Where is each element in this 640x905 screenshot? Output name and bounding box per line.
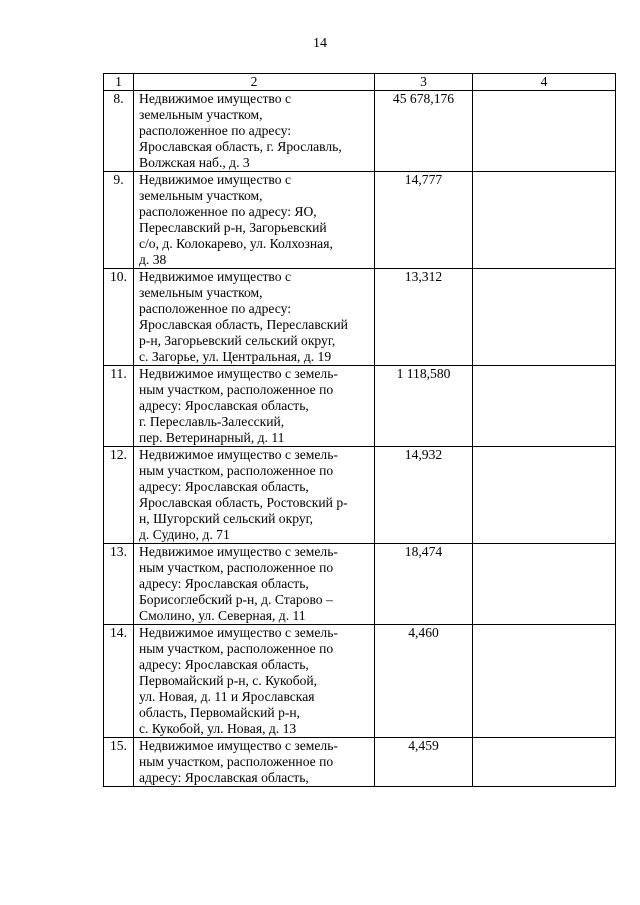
- row-number: 9.: [104, 172, 134, 269]
- row-description: Недвижимое имущество с земельным участком, расположенное по адресу: Ярославская область, Переславский р-н, Загорьевский сельский округ, с. Загорье, ул. Центральная, д. 19: [134, 269, 375, 366]
- header-col-2: 2: [134, 74, 375, 91]
- table-row: [104, 172, 616, 269]
- row-number: 10.: [104, 269, 134, 366]
- row-description: Недвижимое имущество с земель- ным участком, расположенное по адресу: Ярославская область,: [134, 738, 375, 787]
- table-row: [104, 366, 616, 447]
- row-note: [473, 625, 616, 738]
- row-description: Недвижимое имущество с земель- ным участком, расположенное по адресу: Ярославская область, Ярославская область, Ростовский р- н, Шугорский сельский округ, д. Судино, д. 71: [134, 447, 375, 544]
- row-number: 8.: [104, 91, 134, 172]
- row-number: 13.: [104, 544, 134, 625]
- row-note: [473, 738, 616, 787]
- table-row: [104, 625, 616, 738]
- row-note: [473, 544, 616, 625]
- table-row: [104, 738, 616, 787]
- row-note: [473, 447, 616, 544]
- header-col-4: 4: [473, 74, 616, 91]
- table-row: [104, 447, 616, 544]
- table-row: [104, 544, 616, 625]
- row-note: [473, 91, 616, 172]
- row-value: 45 678,176: [375, 91, 473, 172]
- row-number: 15.: [104, 738, 134, 787]
- row-number: 14.: [104, 625, 134, 738]
- row-number: 12.: [104, 447, 134, 544]
- header-col-3: 3: [375, 74, 473, 91]
- row-value: 14,932: [375, 447, 473, 544]
- table-header-row: [104, 74, 616, 91]
- row-description: Недвижимое имущество с земельным участком, расположенное по адресу: Ярославская область, г. Ярославль, Волжская наб., д. 3: [134, 91, 375, 172]
- row-value: 13,312: [375, 269, 473, 366]
- row-description: Недвижимое имущество с земель- ным участком, расположенное по адресу: Ярославская область, г. Переславль-Залесский, пер. Ветеринарный, д. 11: [134, 366, 375, 447]
- row-note: [473, 269, 616, 366]
- row-description: Недвижимое имущество с земель- ным участком, расположенное по адресу: Ярославская область, Борисоглебский р-н, д. Старово – Смолино, ул. Северная, д. 11: [134, 544, 375, 625]
- row-value: 1 118,580: [375, 366, 473, 447]
- table-row: [104, 91, 616, 172]
- header-col-1: 1: [104, 74, 134, 91]
- row-description: Недвижимое имущество с земельным участком, расположенное по адресу: ЯО, Переславский р-н, Загорьевский с/о, д. Колокарево, ул. Колхозная, д. 38: [134, 172, 375, 269]
- row-value: 4,460: [375, 625, 473, 738]
- row-note: [473, 172, 616, 269]
- row-value: 4,459: [375, 738, 473, 787]
- table-row: [104, 269, 616, 366]
- row-value: 18,474: [375, 544, 473, 625]
- row-value: 14,777: [375, 172, 473, 269]
- page-number: 14: [313, 36, 327, 51]
- row-note: [473, 366, 616, 447]
- property-table: [103, 73, 616, 787]
- row-number: 11.: [104, 366, 134, 447]
- row-description: Недвижимое имущество с земель- ным участком, расположенное по адресу: Ярославская область, Первомайский р-н, с. Кукобой, ул. Новая, д. 11 и Ярославская область, Первомайский р-н, с. Кукобой, ул. Новая, д. 13: [134, 625, 375, 738]
